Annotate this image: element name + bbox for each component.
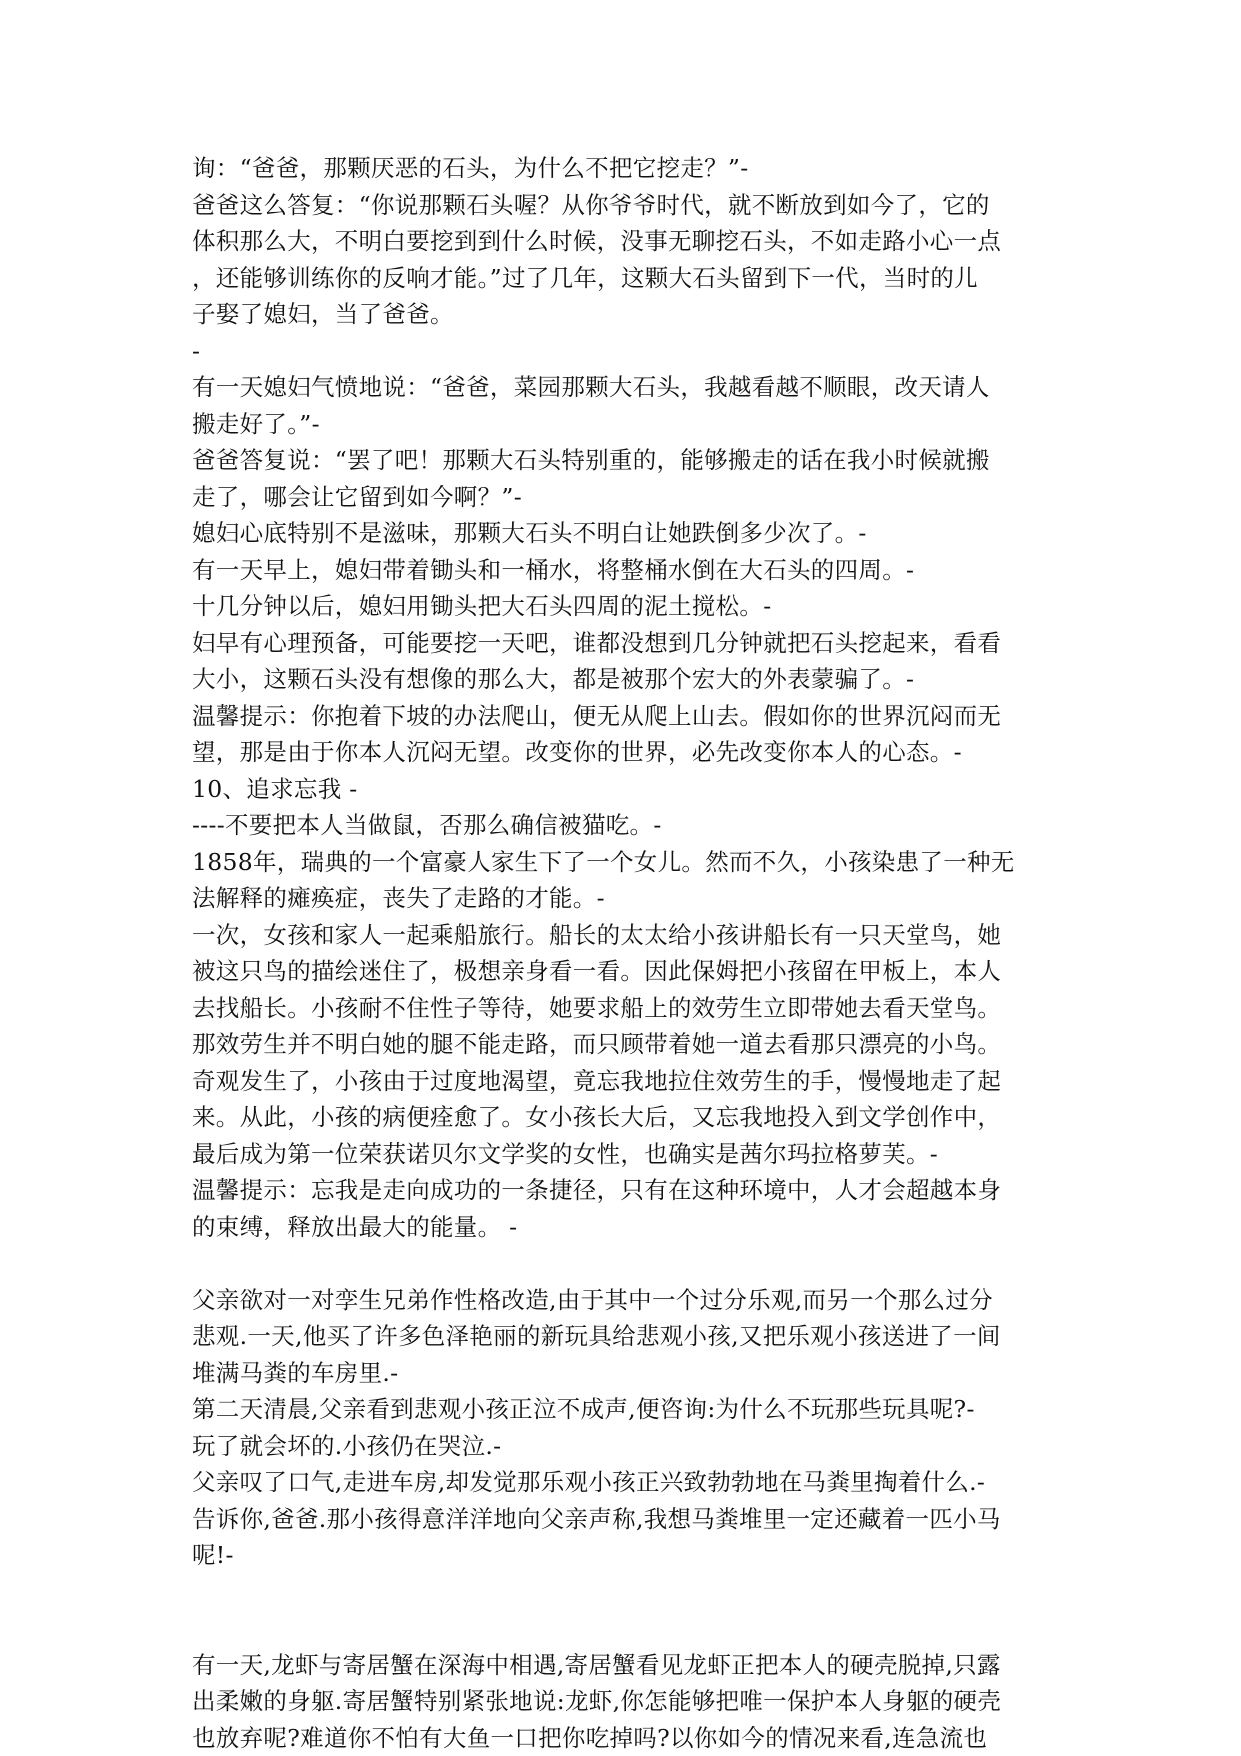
blank-line (192, 1574, 1052, 1611)
text-line: 体积那么大，不明白要挖到到什么时候，没事无聊挖石头，不如走路小心一点 (192, 223, 1052, 260)
blank-line (192, 1245, 1052, 1282)
text-line: 的束缚，释放出最大的能量。 - (192, 1209, 1052, 1246)
text-line: 望，那是由于你本人沉闷无望。改变你的世界，必先改变你本人的心态。- (192, 734, 1052, 771)
text-line: 出柔嫩的身躯.寄居蟹特别紧张地说:龙虾,你怎能够把唯一保护本人身躯的硬壳 (192, 1683, 1052, 1720)
text-line: 有一天早上，媳妇带着锄头和一桶水，将整桶水倒在大石头的四周。- (192, 552, 1052, 589)
text-line: 询：“爸爸，那颗厌恶的石头，为什么不把它挖走？”- (192, 150, 1052, 187)
text-line: ，还能够训练你的反响才能。”过了几年，这颗大石头留到下一代，当时的儿 (192, 260, 1052, 297)
text-line: 一次，女孩和家人一起乘船旅行。船长的太太给小孩讲船长有一只天堂鸟，她 (192, 917, 1052, 954)
text-line: ----不要把本人当做鼠，否那么确信被猫吃。- (192, 807, 1052, 844)
text-line: 父亲叹了口气,走进车房,却发觉那乐观小孩正兴致勃勃地在马粪里掏着什么.- (192, 1464, 1052, 1501)
text-line: 那效劳生并不明白她的腿不能走路，而只顾带着她一道去看那只漂亮的小鸟。 (192, 1026, 1052, 1063)
text-line: 走了，哪会让它留到如今啊？”- (192, 479, 1052, 516)
text-line: 爸爸这么答复：“你说那颗石头喔？从你爷爷时代，就不断放到如今了，它的 (192, 187, 1052, 224)
text-line: 温馨提示：忘我是走向成功的一条捷径，只有在这种环境中，人才会超越本身 (192, 1172, 1052, 1209)
text-line: 十几分钟以后，媳妇用锄头把大石头四周的泥土搅松。- (192, 588, 1052, 625)
text-line: 1858年，瑞典的一个富豪人家生下了一个女儿。然而不久，小孩染患了一种无 (192, 844, 1052, 881)
text-line: 温馨提示：你抱着下坡的办法爬山，便无从爬上山去。假如你的世界沉闷而无 (192, 698, 1052, 735)
text-line: 奇观发生了，小孩由于过度地渴望，竟忘我地拉住效劳生的手，慢慢地走了起 (192, 1063, 1052, 1100)
text-line: 有一天媳妇气愤地说：“爸爸，菜园那颗大石头，我越看越不顺眼，改天请人 (192, 369, 1052, 406)
text-line: 也放弃呢?难道你不怕有大鱼一口把你吃掉吗?以你如今的情况来看,连急流也 (192, 1720, 1052, 1756)
text-line: 爸爸答复说：“罢了吧！那颗大石头特别重的，能够搬走的话在我小时候就搬 (192, 442, 1052, 479)
text-line: 悲观.一天,他买了许多色泽艳丽的新玩具给悲观小孩,又把乐观小孩送进了一间 (192, 1318, 1052, 1355)
text-line: - (192, 333, 1052, 370)
text-line: 来。从此，小孩的病便痊愈了。女小孩长大后，又忘我地投入到文学创作中， (192, 1099, 1052, 1136)
text-line: 妇早有心理预备，可能要挖一天吧，谁都没想到几分钟就把石头挖起来，看看 (192, 625, 1052, 662)
text-line: 堆满马粪的车房里.- (192, 1355, 1052, 1392)
text-line: 父亲欲对一对孪生兄弟作性格改造,由于其中一个过分乐观,而另一个那么过分 (192, 1282, 1052, 1319)
text-line: 被这只鸟的描绘迷住了，极想亲身看一看。因此保姆把小孩留在甲板上，本人 (192, 953, 1052, 990)
text-line: 有一天,龙虾与寄居蟹在深海中相遇,寄居蟹看见龙虾正把本人的硬壳脱掉,只露 (192, 1647, 1052, 1684)
blank-line (192, 1610, 1052, 1647)
section-heading: 10、追求忘我 - (192, 771, 1052, 808)
text-line: 玩了就会坏的.小孩仍在哭泣.- (192, 1428, 1052, 1465)
text-line: 去找船长。小孩耐不住性子等待，她要求船上的效劳生立即带她去看天堂鸟。 (192, 990, 1052, 1027)
text-line: 第二天清晨,父亲看到悲观小孩正泣不成声,便咨询:为什么不玩那些玩具呢?- (192, 1391, 1052, 1428)
text-line: 法解释的瘫痪症，丧失了走路的才能。- (192, 880, 1052, 917)
text-line: 最后成为第一位荣获诺贝尔文学奖的女性，也确实是茜尔玛拉格萝芙。- (192, 1136, 1052, 1173)
document-body (192, 150, 1052, 1756)
text-line: 告诉你,爸爸.那小孩得意洋洋地向父亲声称,我想马粪堆里一定还藏着一匹小马 (192, 1501, 1052, 1538)
text-line: 子娶了媳妇，当了爸爸。 (192, 296, 1052, 333)
text-line: 搬走好了。”- (192, 406, 1052, 443)
text-line: 大小，这颗石头没有想像的那么大，都是被那个宏大的外表蒙骗了。- (192, 661, 1052, 698)
text-line: 媳妇心底特别不是滋味，那颗大石头不明白让她跌倒多少次了。- (192, 515, 1052, 552)
text-line: 呢!- (192, 1537, 1052, 1574)
